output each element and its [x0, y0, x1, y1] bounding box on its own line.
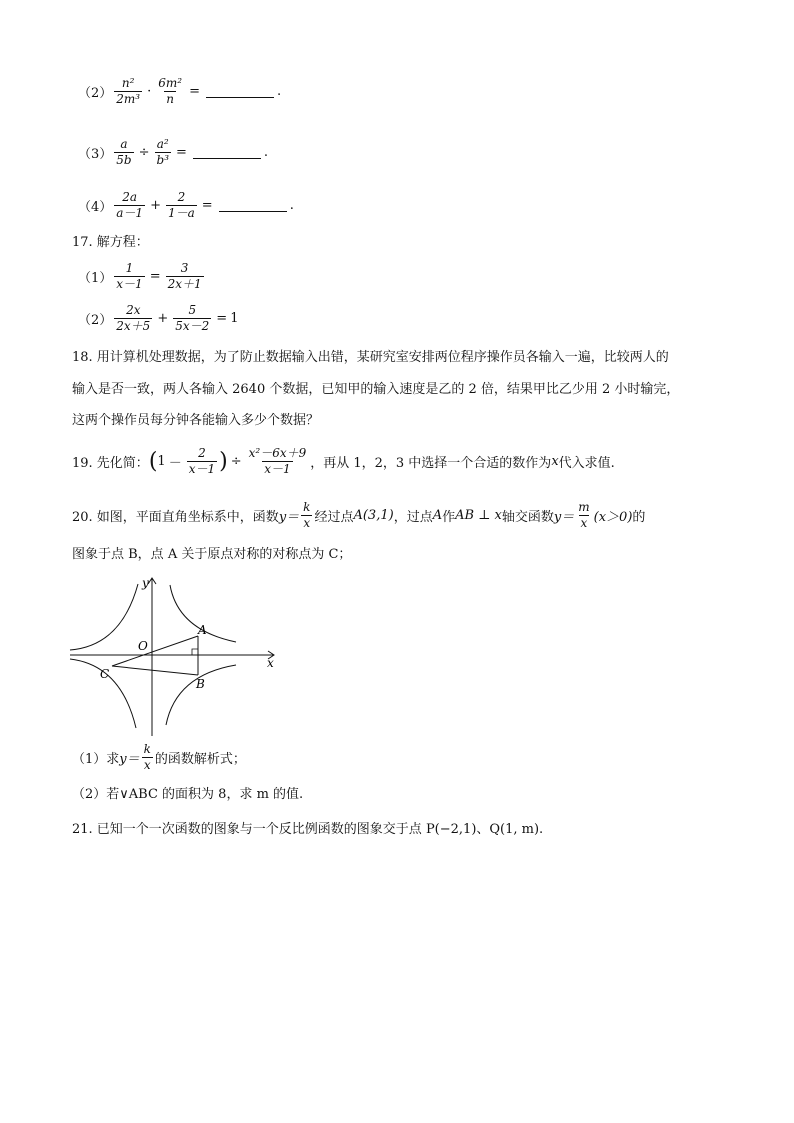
- left-paren: (: [148, 448, 158, 474]
- fraction: $\frac{\text{a²}}{\text{b³}}$: [156, 137, 170, 167]
- fraction: $\frac{1}{x-1}$: [116, 261, 143, 291]
- fraction: $\frac{2}{x-1}$: [188, 446, 216, 476]
- question-18-line3: 这两个操作员每分钟各能输入多少个数据？: [72, 413, 320, 428]
- question-20-sub2: （2）若∨ABC 的面积为 8，求 m 的值.: [72, 787, 304, 802]
- segment-cb: [112, 666, 198, 675]
- fraction: $\frac{m}{x}$: [578, 500, 590, 530]
- fraction: $\frac{2a}{a-1}$: [116, 190, 144, 220]
- answer-blank[interactable]: [193, 146, 261, 159]
- coordinate-graph: [66, 570, 286, 740]
- fraction: $\frac{k}{x}$: [143, 742, 151, 772]
- q16-part4: （4） $\frac{2a}{a-1}$ + $\frac{2}{1-a}$ = .: [78, 190, 294, 220]
- label-x: x: [267, 656, 274, 670]
- question-20-line1: 20. 如图，平面直角坐标系中，函数 y＝ $\frac{k}{x}$ 经过点 A(3,1) ，过点 A 作 AB ⊥ x 轴交函数 y＝ $\frac{m}{x}$ (x＞0) 的: [72, 500, 646, 530]
- right-angle-mark: [192, 649, 198, 655]
- label-a: A: [198, 623, 207, 637]
- q17-part2: （2） $\frac{2x}{2x+5}$ + $\frac{5}{5x-2}$ = 1: [78, 303, 239, 333]
- label-origin: O: [138, 639, 148, 653]
- fraction: $\frac{k}{x}$: [303, 500, 311, 530]
- fraction: $\frac{\text{6m²}}{n}$: [158, 76, 183, 106]
- fraction: $\frac{2x}{2x+5}$: [116, 303, 151, 333]
- fraction: $\frac{a}{5b}$: [116, 137, 132, 167]
- question-18-line2: 输入是否一致，两人各输入 2640 个数据，已知甲的输入速度是乙的 2 倍，结果甲比乙少用 2 小时输完，: [72, 382, 680, 397]
- right-paren: ): [219, 448, 228, 474]
- question-21: 21. 已知一个一次函数的图象与一个反比例函数的图象交于点 P(−2,1)、Q(1, m).: [72, 822, 544, 837]
- q16-part3: （3） $\frac{a}{5b}$ ÷ $\frac{\text{a²}}{\text{b³}}$ = .: [78, 137, 269, 167]
- label-y: y: [142, 576, 149, 590]
- answer-blank[interactable]: [219, 199, 287, 212]
- question-20-sub1: （1）求 y＝ $\frac{k}{x}$ 的函数解析式；: [72, 742, 246, 772]
- hyperbola-m-q2: [70, 584, 138, 650]
- fraction: $\frac{5}{5x-2}$: [175, 303, 210, 333]
- question-17-title: 17. 解方程：: [72, 235, 149, 250]
- fraction: $\frac{\text{x²－6x＋9}}{x-1}$: [248, 446, 307, 476]
- q17-part1: （1） $\frac{1}{x-1}$ = $\frac{3}{2x+1}$: [78, 261, 202, 291]
- fraction: $\frac{\text{n²}}{\text{2m³}}$: [116, 76, 141, 106]
- label-b: B: [196, 677, 205, 691]
- answer-blank[interactable]: [206, 85, 274, 98]
- fraction: $\frac{2}{1-a}$: [167, 190, 195, 220]
- hyperbola-m-q4: [166, 665, 236, 725]
- question-20-line2: 图象于点 B，点 A 关于原点对称的对称点为 C；: [72, 547, 352, 562]
- question-19: 19. 先化简： ( 1 － $\frac{2}{x-1}$ ) ÷ $\frac{\text{x²－6x＋9}}{x-1}$ ，再从 1，2，3 中选择一个合适的数作为 x 代入求值.: [72, 446, 615, 476]
- segment-ca: [112, 636, 198, 666]
- q16-part2: （2） $\frac{\text{n²}}{\text{2m³}}$ · $\frac{\text{6m²}}{n}$ = .: [78, 76, 282, 106]
- label-c: C: [100, 667, 110, 681]
- fraction: $\frac{3}{2x+1}$: [167, 261, 202, 291]
- question-18-line1: 18. 用计算机处理数据，为了防止数据输入出错，某研究室安排两位程序操作员各输入一遍，比较两人的: [72, 350, 669, 365]
